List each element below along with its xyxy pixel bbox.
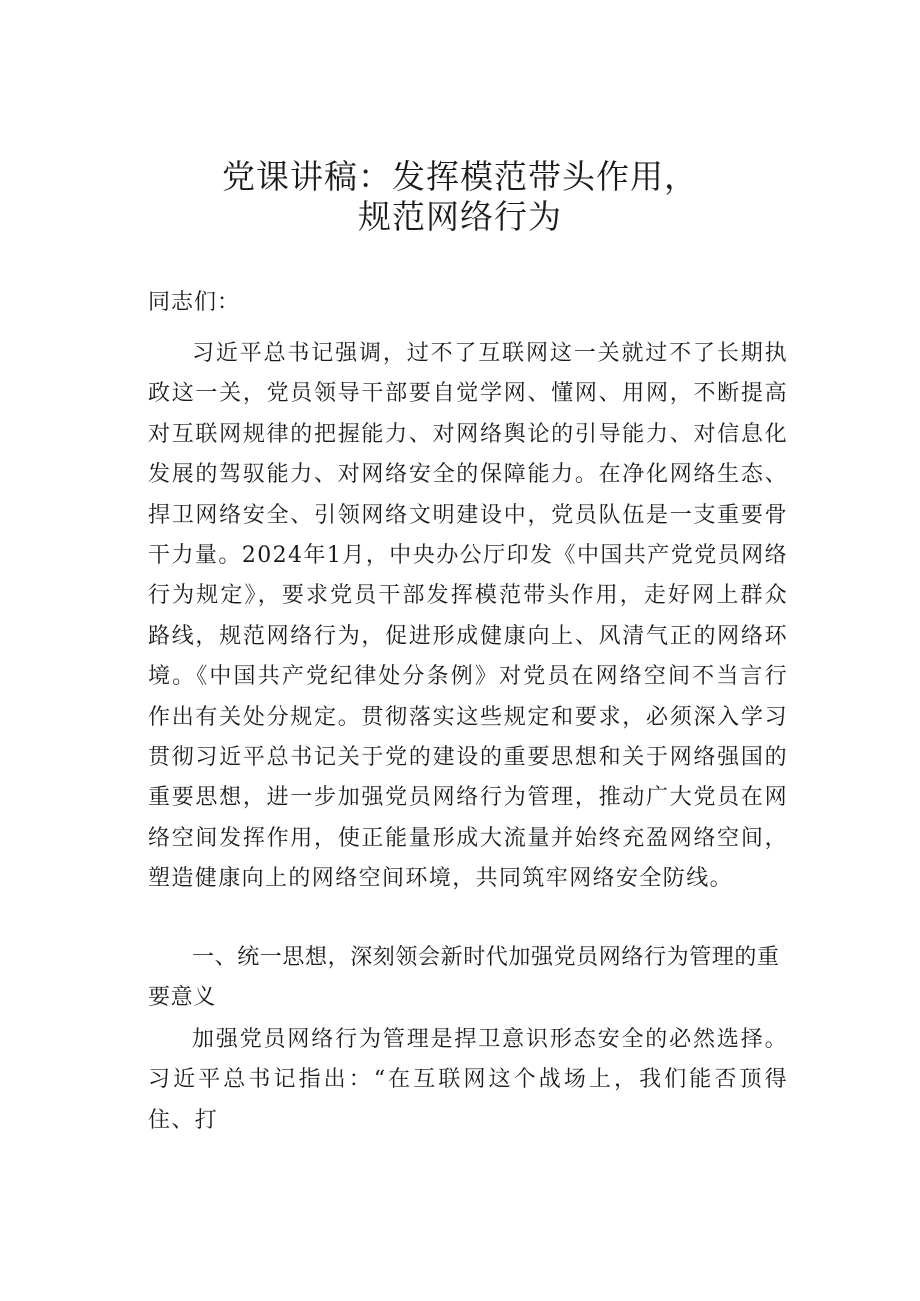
section-heading-1: 一、统一思想，深刻领会新时代加强党员网络行为管理的重要意义 — [148, 945, 780, 1010]
salutation: 同志们： — [148, 290, 241, 315]
body-paragraph-2: 加强党员网络行为管理是捍卫意识形态安全的必然选择。习近平总书记指出：“在互联网这个战场上，我们能否顶得住、打 — [148, 1027, 788, 1133]
document-title-line-2: 规范网络行为 — [358, 197, 562, 236]
document-title-line-1: 党课讲稿：发挥模范带头作用， — [222, 157, 698, 196]
body-paragraph-1: 习近平总书记强调，过不了互联网这一关就过不了长期执政这一关，党员领导干部要自觉学网、懂网、用网，不断提高对互联网规律的把握能力、对网络舆论的引导能力、对信息化发展的驾驭能力、对网络安全的保障能力。在净化网络生态、捍卫网络安全、引领网络文明建设中，党员队伍是一支重要骨干力量。2024年1月，中央办公厅印发《中国共产党党员网络行为规定》，要求党员干部发挥模范带头作用，走好网上群众路线，规范网络行为，促进形成健康向上、风清气正的网络环境。《中国共产党纪律处分条例》对党员在网络空间不当言行作出有关处分规定。贯彻落实这些规定和要求，必须深入学习贯彻习近平总书记关于党的建设的重要思想和关于网络强国的重要思想，进一步加强党员网络行为管理，推动广大党员在网络空间发挥作用，使正能量形成大流量并始终充盈网络空间，塑造健康向上的网络空间环境，共同筑牢网络安全防线。 — [148, 341, 788, 892]
